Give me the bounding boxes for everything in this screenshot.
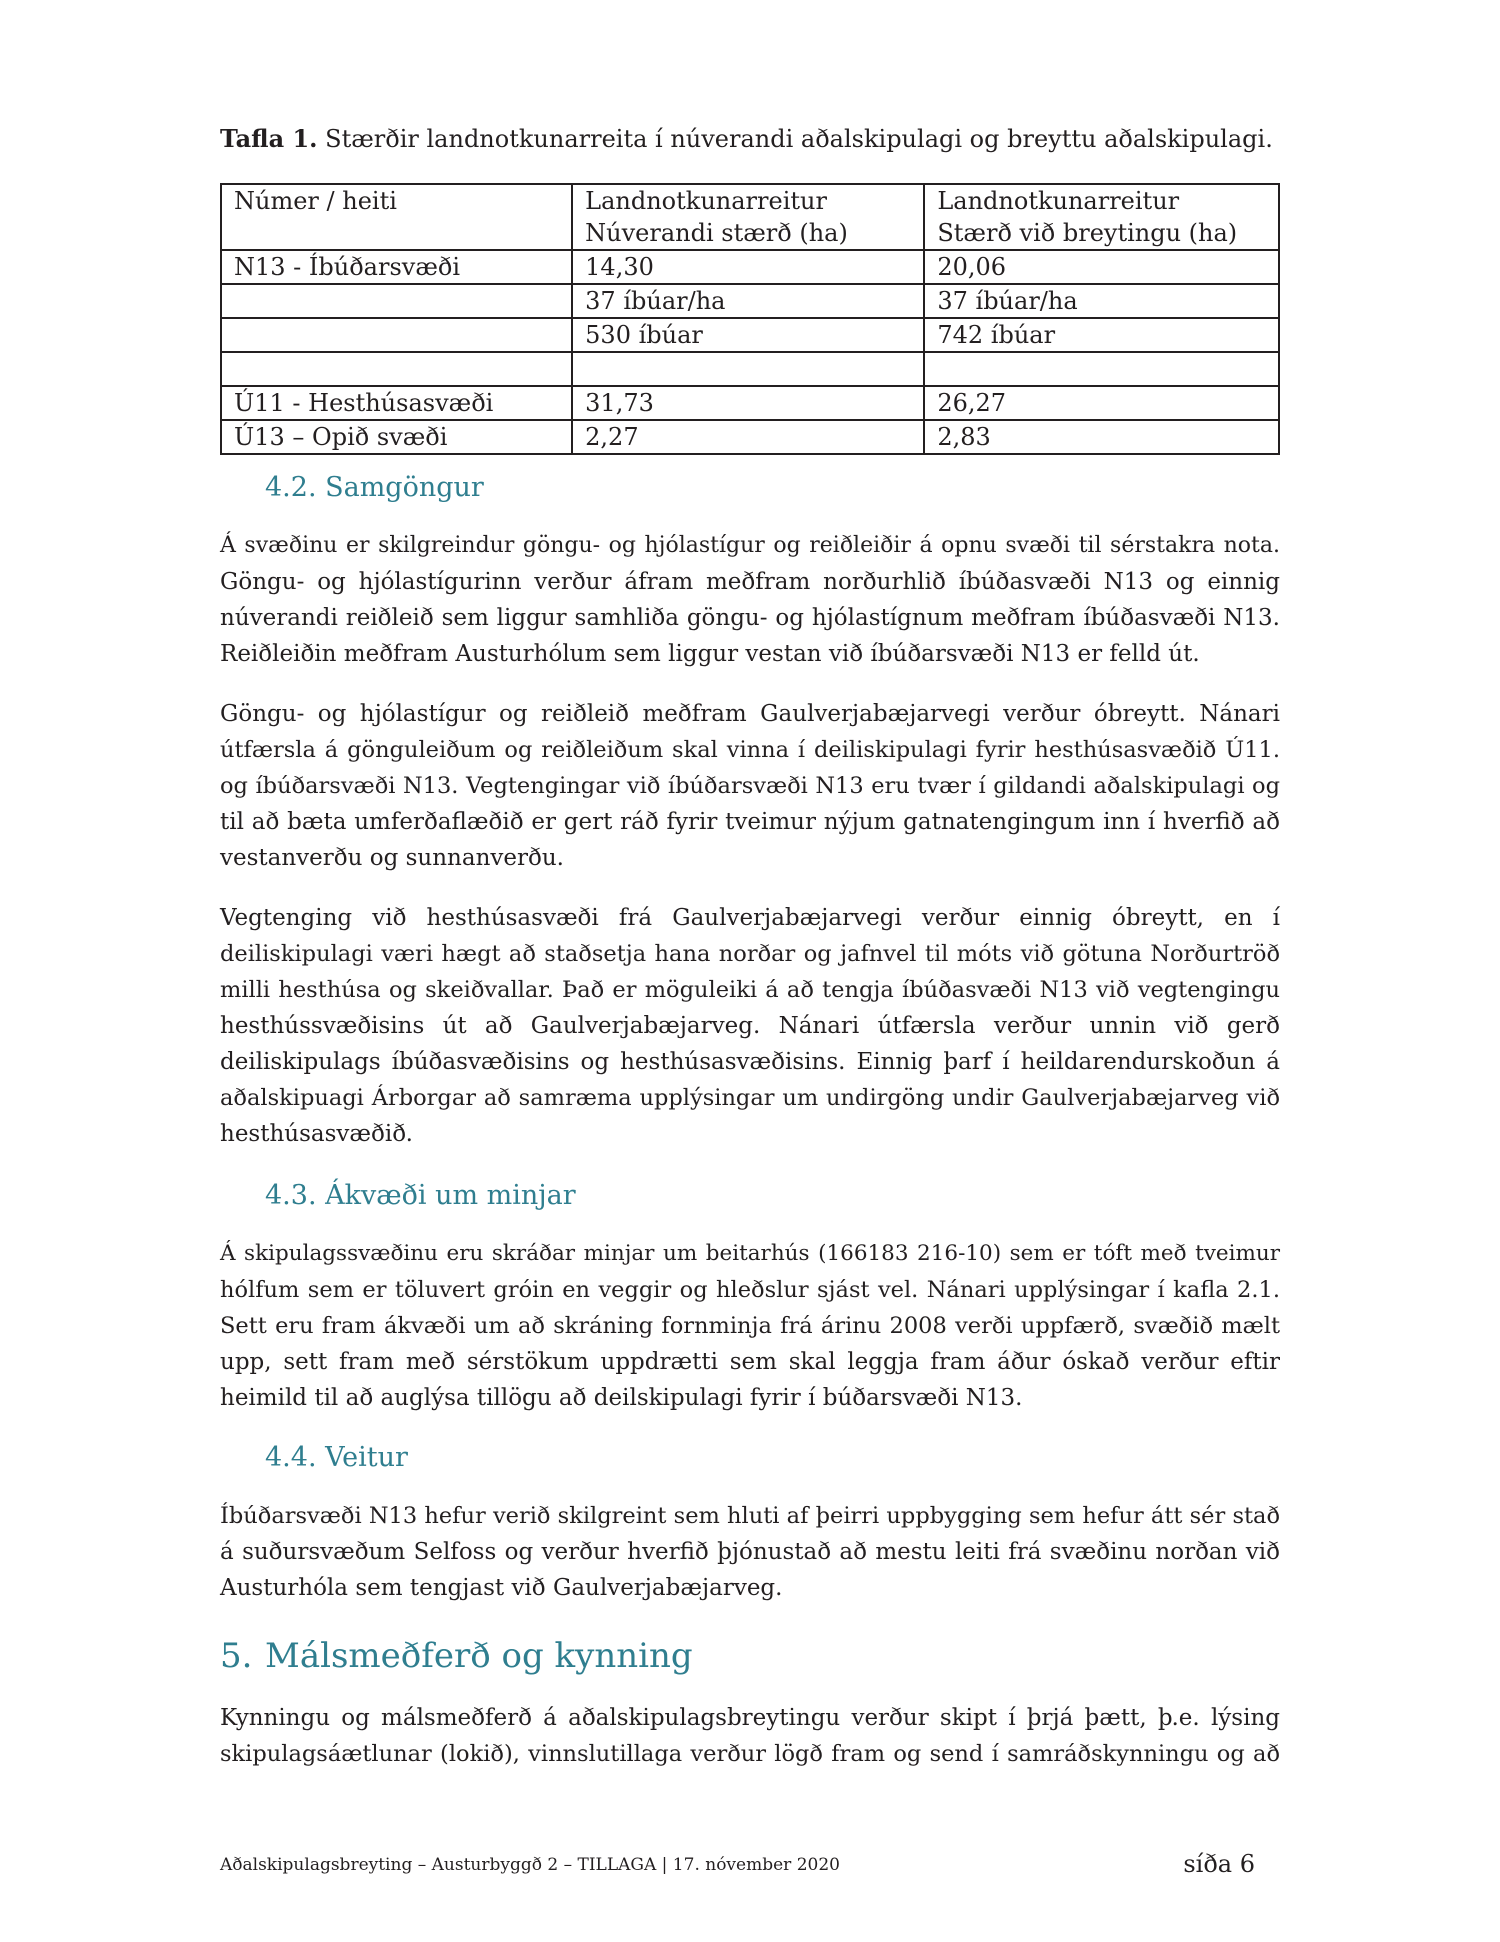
text-line: upp, sett fram með sérstökum uppdrætti sem skal leggja fram áður óskað verður eftir <box>220 1349 1280 1375</box>
text-line: vestanverðu og sunnanverðu. <box>220 845 564 871</box>
text-line: Vegtenging við hesthúsasvæði frá Gaulverjabæjarvegi verður einnig óbreytt, en í <box>220 905 1280 931</box>
paragraph-samgongur-2 <box>220 696 1280 876</box>
paragraph-samgongur-1 <box>220 528 1280 672</box>
paragraph-minjar <box>220 1236 1280 1416</box>
cell-name <box>221 318 572 352</box>
text-line: Sett eru fram ákvæði um að skráning fornminja frá árinu 2008 verði uppfærð, svæðið mælt <box>220 1313 1280 1339</box>
cell-current: 530 íbúar <box>572 318 924 352</box>
text-line: núverandi reiðleið sem liggur samhliða göngu- og hjólastígnum meðfram íbúðasvæði N13. <box>220 605 1280 631</box>
text-line: heimild til að auglýsa tillögu að deilskipulagi fyrir í búðarsvæði N13. <box>220 1385 1023 1411</box>
table-caption-label: Tafla 1. <box>220 124 318 153</box>
table-row <box>221 386 1279 420</box>
cell-name <box>221 352 572 386</box>
header-cell-name: Númer / heiti <box>221 184 572 250</box>
table-row <box>221 318 1279 352</box>
heading-malsmedferd <box>220 1634 693 1678</box>
text-line: aðalskipuagi Árborgar að samræma upplýsingar um undirgöng undir Gaulverjabæjarveg við <box>220 1085 1280 1111</box>
text-line: Íbúðarsvæði N13 hefur verið skilgreint sem hluti af þeirri uppbygging sem hefur átt sér stað <box>220 1503 1280 1529</box>
text-line: deiliskipulags íbúðasvæðisins og hesthúsasvæðisins. Einnig þarf í heildarendurskoðun á <box>220 1049 1280 1075</box>
text-line: milli hesthúsa og skeiðvallar. Það er möguleiki á að tengja íbúðasvæði N13 við vegtengingu <box>220 977 1280 1003</box>
cell-name <box>221 284 572 318</box>
table-header-row <box>221 184 1279 250</box>
paragraph-malsmedferd <box>220 1700 1280 1772</box>
cell-name: Ú11 - Hesthúsasvæði <box>221 386 572 420</box>
text-line: Göngu- og hjólastígur og reiðleið meðfram Gaulverjabæjarvegi verður óbreytt. Nánari <box>220 701 1280 727</box>
cell-name: N13 - Íbúðarsvæði <box>221 250 572 284</box>
footer-document-title: Aðalskipulagsbreyting – Austurbyggð 2 – TILLAGA | 17. nóvember 2020 <box>220 1855 840 1875</box>
cell-changed: 37 íbúar/ha <box>924 284 1279 318</box>
cell-changed: 2,83 <box>924 420 1279 454</box>
section-title: Málsmeðferð og kynning <box>265 1636 693 1676</box>
table-caption-text: Stærðir landnotkunarreita í núverandi aðalskipulagi og breyttu aðalskipulagi. <box>317 125 1273 153</box>
footer-page-number: síða 6 <box>1183 1850 1255 1878</box>
heading-samgongur: 4.2. Samgöngur <box>265 472 484 503</box>
cell-name: Ú13 – Opið svæði <box>221 420 572 454</box>
heading-akvaedi-um-minjar: 4.3. Ákvæði um minjar <box>265 1180 576 1211</box>
cell-current: 37 íbúar/ha <box>572 284 924 318</box>
cell-changed <box>924 352 1279 386</box>
heading-veitur: 4.4. Veitur <box>265 1442 408 1473</box>
text-line: Kynningu og málsmeðferð á aðalskipulagsbreytingu verður skipt í þrjá þætt, þ.e. lýsing <box>220 1705 1280 1731</box>
text-line: skipulagsáætlunar (lokið), vinnslutillaga verður lögð fram og send í samráðskynningu og að <box>220 1741 1280 1767</box>
table-row <box>221 284 1279 318</box>
text-line: útfærsla á gönguleiðum og reiðleiðum skal vinna í deiliskipulagi fyrir hesthúsasvæðið Ú11. <box>220 737 1280 763</box>
table-row <box>221 352 1279 386</box>
text-line: Austurhóla sem tengjast við Gaulverjabæjarveg. <box>220 1575 783 1601</box>
text-line: á suðursvæðum Selfoss og verður hverfið þjónustað að mestu leiti frá svæðinu norðan við <box>220 1539 1280 1565</box>
cell-current: 2,27 <box>572 420 924 454</box>
cell-changed: 26,27 <box>924 386 1279 420</box>
table-caption <box>220 122 1280 156</box>
paragraph-veitur <box>220 1498 1280 1606</box>
table-row <box>221 250 1279 284</box>
table-row <box>221 420 1279 454</box>
cell-changed: 20,06 <box>924 250 1279 284</box>
text-line: hólfum sem er töluvert gróin en veggir og hleðslur sjást vel. Nánari upplýsingar í kafla 2.1. <box>220 1277 1280 1303</box>
text-line: Göngu- og hjólastígurinn verður áfram meðfram norðurhlið íbúðasvæði N13 og einnig <box>220 569 1280 595</box>
section-number: 5. <box>220 1636 253 1676</box>
header-cell-changed: Landnotkunarreitur Stærð við breytingu (ha) <box>924 184 1279 250</box>
text-line: deiliskipulagi væri hægt að staðsetja hana norðar og jafnvel til móts við götuna Norðurtröð <box>220 941 1280 967</box>
text-line: til að bæta umferðaflæðið er gert ráð fyrir tveimur nýjum gatnatengingum inn í hverfið að <box>220 809 1280 835</box>
text-line: Reiðleiðin meðfram Austurhólum sem liggur vestan við íbúðarsvæði N13 er felld út. <box>220 641 1200 667</box>
text-line: Á skipulagssvæðinu eru skráðar minjar um beitarhús (166183 216-10) sem er tóft með tveimur <box>220 1241 1280 1266</box>
text-line: og íbúðarsvæði N13. Vegtengingar við íbúðarsvæði N13 eru tvær í gildandi aðalskipulagi og <box>220 773 1280 799</box>
header-cell-current: Landnotkunarreitur Núverandi stærð (ha) <box>572 184 924 250</box>
cell-changed: 742 íbúar <box>924 318 1279 352</box>
cell-current: 14,30 <box>572 250 924 284</box>
cell-current <box>572 352 924 386</box>
text-line: hesthúsasvæðið. <box>220 1121 413 1147</box>
land-use-table <box>220 183 1280 455</box>
cell-current: 31,73 <box>572 386 924 420</box>
text-line: hesthússvæðisins út að Gaulverjabæjarveg. Nánari útfærsla verður unnin við gerð <box>220 1013 1280 1039</box>
text-line: Á svæðinu er skilgreindur göngu- og hjólastígur og reiðleiðir á opnu svæði til sérstakra nota. <box>220 533 1280 558</box>
paragraph-samgongur-3 <box>220 900 1280 1152</box>
